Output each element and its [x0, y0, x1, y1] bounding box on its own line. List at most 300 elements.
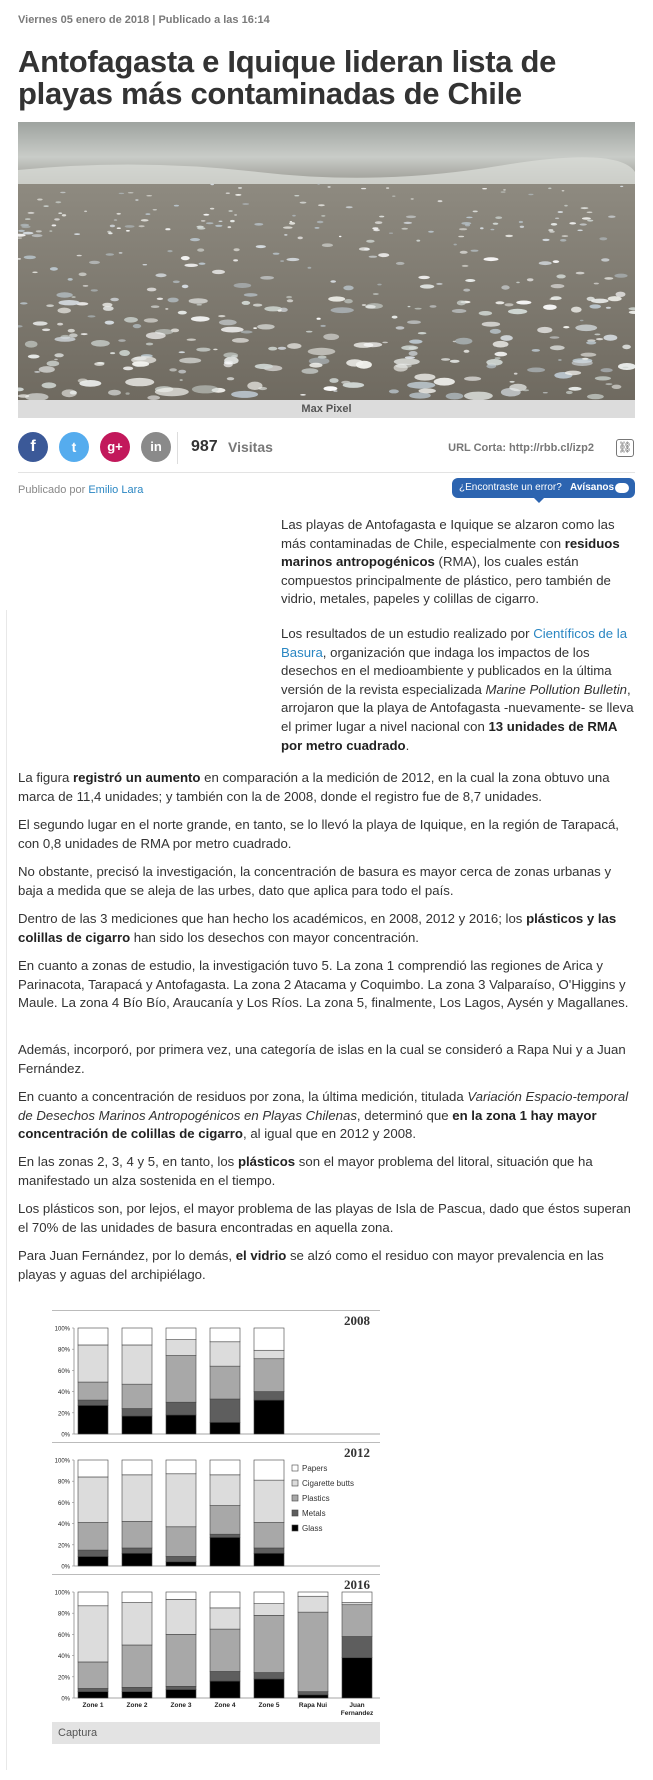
- paragraph: La figura registró un aumento en comparación a la medición de 2012, en la cual la zona obtuvo una marca de 11,4 unidades; y también con la de 2008, donde el registro fue de 8,7 unidades.: [18, 770, 610, 804]
- litter-piece: [622, 345, 631, 350]
- litter-piece: [463, 289, 470, 292]
- y-tick-label: 60%: [57, 1368, 70, 1375]
- bar-segment-metals: [166, 1402, 196, 1415]
- litter-piece: [406, 216, 416, 219]
- litter-piece: [309, 363, 322, 368]
- litter-piece: [328, 186, 331, 187]
- litter-piece: [256, 245, 266, 248]
- litter-piece: [401, 228, 408, 230]
- paragraph: Dentro de las 3 mediciones que han hecho los académicos, en 2008, 2012 y 2016; los plásticos y las colillas de cigarro han sido los desechos con mayor concentración.: [18, 911, 617, 945]
- litter-piece: [430, 305, 437, 308]
- bar-segment-plastics: [122, 1521, 152, 1548]
- litter-piece: [69, 333, 78, 337]
- litter-piece: [361, 188, 366, 189]
- litter-piece: [302, 368, 319, 374]
- y-tick-label: 80%: [57, 1611, 70, 1618]
- legend-label: Papers: [302, 1464, 328, 1473]
- litter-piece: [564, 205, 568, 207]
- bar-segment-glass: [254, 1400, 284, 1434]
- litter-piece: [339, 236, 342, 237]
- litter-piece: [143, 264, 148, 265]
- litter-piece: [231, 391, 258, 398]
- litter-piece: [117, 213, 121, 215]
- litter-piece: [490, 229, 494, 231]
- visits-label: Visitas: [228, 439, 273, 455]
- litter-piece: [553, 260, 559, 263]
- litter-piece: [62, 214, 66, 216]
- litter-piece: [56, 292, 72, 297]
- x-tick-label: Juan: [349, 1702, 365, 1709]
- litter-piece: [141, 219, 149, 221]
- litter-piece: [105, 321, 114, 325]
- bar-segment-plastics: [254, 1523, 284, 1548]
- litter-piece: [114, 219, 117, 221]
- paragraph: En cuanto a zonas de estudio, la investigación tuvo 5. La zona 1 comprendió las regiones de Arica y Parinacota, Tarapacá y Antofagasta. La zona 2 Atacama y Coquimbo. La zona 3 Valparaíso, O'Higgins y Maule. La zona 4 Bío Bío, Araucanía y Los Ríos. La zona 5, finalmente, Los Lagos, Aysén y Magallanes.: [18, 958, 629, 1011]
- y-tick-label: 60%: [57, 1632, 70, 1639]
- bar-segment-plastics: [78, 1662, 108, 1689]
- bar-segment-plastics: [298, 1612, 328, 1692]
- litter-piece: [594, 334, 600, 336]
- bar-segment-cigarette-butts: [254, 1604, 284, 1616]
- litter-piece: [392, 316, 398, 319]
- litter-piece: [612, 385, 622, 389]
- litter-piece: [147, 288, 157, 292]
- litter-piece: [144, 318, 158, 322]
- litter-piece: [290, 221, 293, 222]
- litter-piece: [542, 239, 549, 241]
- litter-piece: [366, 240, 374, 243]
- divider: [18, 472, 635, 473]
- litter-piece: [622, 367, 628, 369]
- litter-piece: [278, 310, 282, 312]
- divider: [177, 432, 178, 464]
- litter-piece: [110, 225, 115, 228]
- litter-piece: [46, 304, 54, 307]
- litter-piece: [60, 192, 65, 193]
- bar-segment-cigarette-butts: [210, 1342, 240, 1366]
- litter-piece: [343, 382, 364, 388]
- bar-segment-papers: [78, 1592, 108, 1606]
- stacked-bar-charts: [52, 1310, 380, 1722]
- litter-piece: [218, 315, 225, 317]
- litter-piece: [375, 221, 383, 224]
- litter-piece: [146, 332, 166, 339]
- litter-piece: [133, 324, 141, 328]
- litter-piece: [294, 195, 299, 196]
- bar-segment-metals: [254, 1548, 284, 1553]
- litter-piece: [324, 386, 338, 391]
- litter-piece: [253, 304, 262, 307]
- bar-segment-papers: [342, 1592, 372, 1603]
- litter-piece: [155, 388, 189, 397]
- twitter-icon[interactable]: t: [59, 432, 89, 462]
- litter-piece: [223, 352, 238, 357]
- litter-piece: [257, 324, 275, 329]
- litter-piece: [132, 361, 149, 367]
- bar-segment-cigarette-butts: [78, 1606, 108, 1662]
- litter-piece: [465, 279, 475, 282]
- legend-label: Plastics: [302, 1494, 330, 1503]
- cientificos-link[interactable]: Científicos de la Basura: [281, 626, 628, 660]
- litter-piece: [283, 226, 293, 228]
- litter-piece: [47, 361, 60, 367]
- litter-piece: [135, 199, 138, 201]
- litter-piece: [616, 292, 626, 297]
- litter-piece: [254, 223, 263, 226]
- bar-segment-cigarette-butts: [254, 1480, 284, 1522]
- figure-caption: Captura: [52, 1722, 380, 1744]
- linkedin-icon[interactable]: in: [141, 432, 171, 462]
- bar-segment-cigarette-butts: [254, 1350, 284, 1358]
- litter-piece: [396, 326, 405, 329]
- litter-piece: [258, 387, 267, 390]
- litter-piece: [329, 378, 338, 383]
- bar-segment-cigarette-butts: [166, 1474, 196, 1527]
- bar-segment-papers: [166, 1460, 196, 1474]
- bar-segment-metals: [298, 1692, 328, 1695]
- bar-segment-plastics: [78, 1523, 108, 1551]
- litter-piece: [364, 342, 383, 347]
- litter-piece: [551, 223, 557, 226]
- litter-piece: [495, 352, 508, 357]
- litter-piece: [419, 388, 436, 393]
- bar-segment-cigarette-butts: [210, 1608, 240, 1629]
- litter-piece: [289, 222, 295, 225]
- litter-piece: [37, 199, 43, 201]
- litter-piece: [292, 215, 296, 217]
- litter-piece: [238, 187, 242, 188]
- bar-segment-glass: [78, 1556, 108, 1566]
- litter-piece: [514, 373, 518, 375]
- litter-piece: [501, 285, 509, 289]
- bar-segment-metals: [210, 1534, 240, 1537]
- paragraph: No obstante, precisó la investigación, la concentración de basura es mayor cerca de zonas urbanas y baja a medida que se aleja de las urbes, dato que aplica para todo el país.: [18, 864, 612, 898]
- litter-piece: [287, 343, 301, 349]
- bar-segment-cigarette-butts: [298, 1596, 328, 1612]
- litter-piece: [89, 261, 100, 264]
- litter-piece: [321, 215, 325, 216]
- litter-piece: [520, 226, 524, 228]
- author-link[interactable]: Emilio Lara: [88, 484, 144, 496]
- litter-piece: [582, 358, 589, 360]
- bar-segment-papers: [254, 1592, 284, 1604]
- litter-piece: [450, 360, 460, 363]
- panel-title: 2016: [344, 1577, 370, 1592]
- litter-piece: [146, 195, 152, 196]
- panel-title: 2012: [344, 1445, 370, 1460]
- litter-piece: [233, 259, 238, 261]
- litter-piece: [206, 222, 214, 224]
- litter-piece: [280, 260, 284, 261]
- litter-piece: [543, 305, 557, 310]
- litter-piece: [178, 370, 186, 374]
- litter-piece: [228, 210, 232, 212]
- litter-piece: [464, 392, 493, 400]
- litter-piece: [320, 325, 325, 327]
- litter-piece: [308, 267, 312, 269]
- bar-segment-metals: [254, 1673, 284, 1679]
- litter-piece: [210, 208, 214, 210]
- litter-piece: [601, 258, 609, 261]
- litter-piece: [32, 272, 37, 274]
- social-bar: [18, 432, 638, 464]
- litter-piece: [18, 394, 29, 397]
- litter-piece: [49, 230, 52, 232]
- litter-piece: [479, 311, 492, 316]
- short-url[interactable]: URL Corta: http://rbb.cl/izp2: [448, 442, 594, 454]
- litter-piece: [322, 243, 333, 247]
- y-tick-label: 40%: [57, 1390, 70, 1397]
- litter-piece: [323, 334, 339, 340]
- litter-piece: [182, 285, 189, 289]
- report-error-button[interactable]: [452, 478, 635, 498]
- litter-piece: [519, 221, 523, 223]
- litter-piece: [587, 212, 593, 214]
- litter-piece: [599, 237, 607, 240]
- paragraph: Para Juan Fernández, por lo demás, el vidrio se alzó como el residuo con mayor prevalencia en las playas y aguas del archipiélago.: [18, 1248, 604, 1282]
- bar-segment-metals: [78, 1550, 108, 1556]
- litter-piece: [587, 220, 593, 222]
- bar-segment-metals: [122, 1687, 152, 1691]
- litter-piece: [457, 300, 466, 305]
- litter-piece: [550, 298, 555, 300]
- litter-piece: [74, 233, 80, 235]
- litter-piece: [241, 331, 253, 334]
- bar-segment-plastics: [122, 1645, 152, 1687]
- litter-piece: [153, 209, 157, 210]
- litter-piece: [596, 338, 603, 340]
- panel-title: 2008: [344, 1313, 370, 1328]
- litter-piece: [601, 368, 613, 372]
- litter-piece: [221, 327, 244, 333]
- facebook-icon[interactable]: f: [18, 432, 48, 462]
- litter-piece: [550, 345, 565, 350]
- litter-piece: [219, 320, 237, 326]
- bar-segment-glass: [122, 1553, 152, 1566]
- y-tick-label: 40%: [57, 1522, 70, 1529]
- litter-piece: [572, 360, 593, 366]
- litter-piece: [213, 349, 217, 351]
- litter-piece: [145, 213, 150, 215]
- litter-piece: [317, 184, 319, 185]
- litter-piece: [378, 253, 389, 257]
- bar-segment-cigarette-butts: [122, 1475, 152, 1522]
- litter-piece: [306, 331, 313, 333]
- litter-piece: [503, 189, 506, 190]
- litter-piece: [212, 270, 225, 274]
- litter-piece: [516, 301, 531, 305]
- bar-segment-papers: [122, 1460, 152, 1475]
- litter-piece: [260, 276, 274, 280]
- litter-piece: [219, 221, 223, 222]
- litter-piece: [365, 305, 376, 309]
- litter-piece: [72, 296, 76, 298]
- litter-piece: [42, 329, 50, 332]
- litter-piece: [505, 303, 514, 306]
- litter-piece: [407, 320, 421, 324]
- litter-piece: [106, 253, 114, 256]
- paragraph: Además, incorporó, por primera vez, una categoría de islas en la cual se consideró a Rapa Nui y a Juan Fernández.: [18, 1042, 626, 1076]
- litter-piece: [18, 230, 25, 232]
- y-tick-label: 0%: [61, 1564, 70, 1571]
- litter-piece: [126, 230, 130, 232]
- bar-segment-glass: [342, 1658, 372, 1698]
- litter-piece: [228, 226, 232, 228]
- litter-piece: [569, 222, 576, 224]
- paragraph: En cuanto a concentración de residuos por zona, la última medición, titulada Variación Espacio-temporal de Desechos Marinos Antropogénicos en Playas Chilenas, determinó que en la zona 1 hay mayor concentración de colillas de cigarro, al igual que en 2012 y 2008.: [18, 1089, 629, 1142]
- litter-piece: [343, 286, 353, 291]
- litter-piece: [118, 339, 125, 342]
- bar-segment-papers: [210, 1592, 240, 1608]
- litter-piece: [462, 265, 469, 267]
- litter-piece: [81, 333, 88, 335]
- litter-piece: [587, 394, 604, 399]
- bar-segment-papers: [166, 1592, 196, 1599]
- litter-piece: [395, 364, 411, 368]
- litter-piece: [287, 258, 300, 261]
- litter-piece: [471, 250, 479, 252]
- litter-piece: [568, 387, 581, 391]
- bar-segment-metals: [122, 1548, 152, 1553]
- litter-piece: [580, 320, 584, 321]
- litter-piece: [165, 308, 168, 310]
- litter-piece: [441, 358, 450, 361]
- copy-link-icon[interactable]: ⛓: [616, 439, 634, 457]
- litter-piece: [501, 191, 506, 192]
- bar-segment-plastics: [254, 1615, 284, 1672]
- bar-segment-papers: [254, 1460, 284, 1480]
- litter-piece: [125, 225, 135, 228]
- litter-piece: [595, 376, 611, 380]
- litter-piece: [284, 234, 287, 236]
- litter-piece: [551, 284, 565, 288]
- litter-piece: [372, 227, 378, 229]
- bar-segment-glass: [254, 1679, 284, 1698]
- litter-piece: [179, 351, 185, 353]
- y-tick-label: 20%: [57, 1543, 70, 1550]
- litter-piece: [434, 378, 455, 386]
- litter-piece: [178, 311, 187, 315]
- litter-piece: [396, 262, 405, 265]
- litter-piece: [192, 385, 219, 393]
- bar-segment-glass: [210, 1681, 240, 1698]
- litter-piece: [409, 340, 422, 344]
- x-tick-label: Zone 1: [82, 1702, 104, 1709]
- composition-figure: [52, 1310, 380, 1744]
- dateline: Viernes 05 enero de 2018 | Publicado a las 16:14: [18, 14, 270, 26]
- litter-piece: [201, 220, 206, 221]
- litter-piece: [42, 382, 57, 388]
- legend-label: Cigarette butts: [302, 1479, 355, 1488]
- litter-piece: [577, 230, 582, 232]
- bar-segment-glass: [166, 1690, 196, 1698]
- byline-prefix: Publicado por: [18, 484, 86, 496]
- report-error-question: ¿Encontraste un error?: [459, 482, 562, 493]
- litter-piece: [508, 309, 527, 314]
- legend-swatch: [292, 1465, 298, 1471]
- litter-piece: [168, 298, 179, 303]
- y-tick-label: 100%: [54, 1590, 70, 1597]
- y-tick-label: 20%: [57, 1411, 70, 1418]
- bar-segment-cigarette-butts: [166, 1340, 196, 1356]
- y-tick-label: 0%: [61, 1432, 70, 1439]
- y-tick-label: 100%: [54, 1458, 70, 1465]
- x-tick-label: Fernandez: [340, 1710, 374, 1717]
- litter-piece: [197, 248, 204, 251]
- litter-piece: [107, 231, 111, 233]
- litter-piece: [180, 379, 183, 381]
- litter-piece: [484, 257, 499, 261]
- litter-piece: [54, 359, 58, 361]
- litter-piece: [418, 332, 427, 334]
- bar-segment-papers: [166, 1328, 196, 1340]
- beach-photo: [18, 122, 635, 400]
- litter-piece: [242, 301, 251, 305]
- litter-piece: [190, 238, 200, 241]
- legend-swatch: [292, 1525, 298, 1531]
- litter-piece: [28, 212, 35, 214]
- litter-piece: [88, 315, 96, 317]
- litter-piece: [278, 347, 286, 350]
- litter-piece: [328, 296, 345, 301]
- litter-piece: [527, 278, 534, 281]
- litter-piece: [126, 392, 130, 394]
- litter-piece: [273, 253, 280, 255]
- bar-segment-plastics: [210, 1366, 240, 1399]
- litter-piece: [411, 198, 414, 199]
- litter-piece: [146, 343, 153, 346]
- litter-piece: [510, 381, 515, 383]
- litter-piece: [234, 283, 252, 288]
- litter-piece: [389, 389, 399, 393]
- litter-piece: [91, 289, 98, 291]
- visits-count: 987: [191, 438, 218, 455]
- litter-piece: [543, 392, 548, 393]
- bar-segment-cigarette-butts: [122, 1603, 152, 1645]
- bar-segment-metals: [342, 1637, 372, 1658]
- litter-piece: [230, 220, 235, 222]
- litter-piece: [318, 204, 325, 206]
- litter-piece: [151, 305, 160, 308]
- litter-piece: [409, 351, 418, 356]
- litter-piece: [196, 226, 203, 228]
- y-tick-label: 100%: [54, 1326, 70, 1333]
- litter-piece: [404, 222, 413, 224]
- litter-piece: [486, 364, 496, 368]
- litter-piece: [438, 200, 443, 202]
- paragraph: En las zonas 2, 3, 4 y 5, en tanto, los plásticos son el mayor problema del litoral, situación que ha manifestado un alza sostenida en el tiempo.: [18, 1154, 593, 1188]
- litter-piece: [39, 366, 55, 373]
- x-tick-label: Rapa Nui: [298, 1702, 328, 1709]
- litter-piece: [224, 362, 233, 367]
- litter-piece: [414, 374, 435, 381]
- litter-piece: [346, 206, 353, 208]
- googleplus-icon[interactable]: g+: [100, 432, 130, 462]
- litter-piece: [317, 318, 321, 320]
- bar-segment-metals: [122, 1409, 152, 1416]
- litter-piece: [418, 276, 430, 279]
- litter-piece: [377, 284, 381, 286]
- chat-bubble-icon: [615, 483, 629, 493]
- litter-piece: [155, 273, 166, 277]
- litter-piece: [537, 327, 552, 333]
- bar-segment-plastics: [210, 1629, 240, 1671]
- litter-piece: [458, 236, 464, 238]
- litter-piece: [586, 341, 596, 344]
- litter-piece: [495, 216, 502, 219]
- bar-segment-glass: [254, 1553, 284, 1566]
- litter-piece: [490, 329, 501, 334]
